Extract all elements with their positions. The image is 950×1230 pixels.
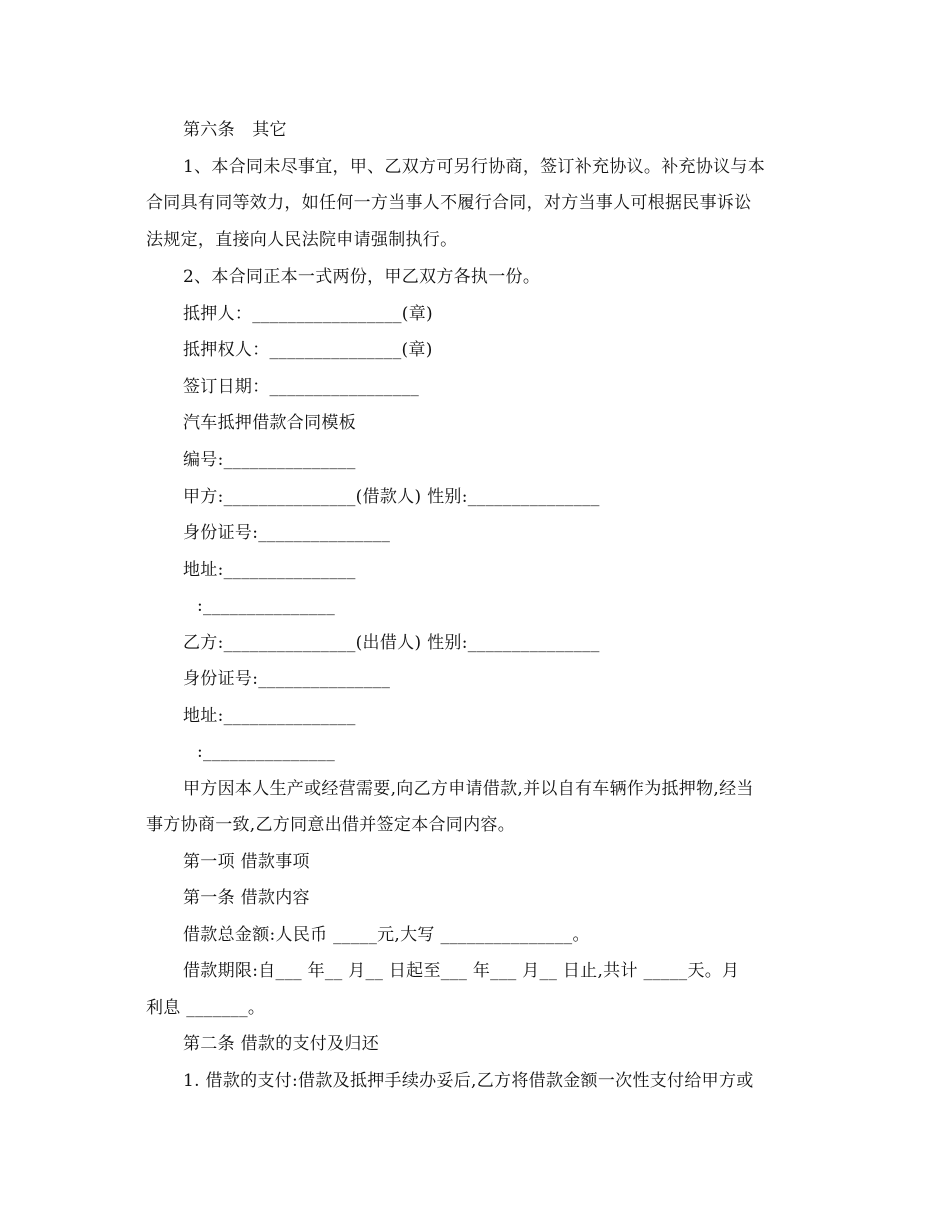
mortgagee-signature-line: 抵押权人：_______________(章) [183, 340, 433, 360]
mortgagor-signature-line: 抵押人：_________________(章) [183, 304, 433, 324]
party-b-id-line: 身份证号:_______________ [183, 669, 391, 689]
paragraph-line: 事方协商一致,乙方同意出借并签定本合同内容。 [146, 815, 516, 835]
party-a-id-line: 身份证号:_______________ [183, 523, 391, 543]
paragraph-line: 合同具有同等效力，如任何一方当事人不履行合同，对方当事人可根据民事诉讼 [146, 193, 752, 213]
section-heading: 第六条 其它 [183, 120, 287, 140]
paragraph-line: 1、本合同未尽事宜，甲、乙双方可另行协商，签订补充协议。补充协议与本 [183, 157, 766, 177]
loan-amount-line: 借款总金额:人民币 _____元,大写 _______________。 [183, 925, 590, 945]
party-a-extra-line: :_______________ [197, 596, 336, 616]
loan-term-line: 借款期限:自___ 年__ 月__ 日起至___ 年___ 月__ 日止,共计 _____天。月 [183, 961, 740, 981]
number-field-line: 编号:_______________ [183, 450, 356, 470]
template-title: 汽车抵押借款合同模板 [183, 413, 356, 433]
signing-date-line: 签订日期：_________________ [183, 377, 420, 397]
party-a-line: 甲方:_______________(借款人) 性别:_______________ [183, 487, 600, 507]
party-a-address-line: 地址:_______________ [183, 560, 356, 580]
article-heading: 第二条 借款的支付及归还 [183, 1034, 380, 1054]
paragraph-line: 法规定，直接向人民法院申请强制执行。 [146, 230, 458, 250]
party-b-line: 乙方:_______________(出借人) 性别:_______________ [183, 633, 600, 653]
article-heading: 第一条 借款内容 [183, 888, 310, 908]
paragraph-line: 甲方因本人生产或经营需要,向乙方申请借款,并以自有车辆作为抵押物,经当 [183, 779, 754, 799]
party-b-extra-line: :_______________ [197, 742, 336, 762]
party-b-address-line: 地址:_______________ [183, 706, 356, 726]
item-heading: 第一项 借款事项 [183, 852, 310, 872]
paragraph-line: 1. 借款的支付:借款及抵押手续办妥后,乙方将借款金额一次性支付给甲方或 [183, 1071, 754, 1091]
paragraph-line: 2、本合同正本一式两份，甲乙双方各执一份。 [183, 267, 541, 287]
interest-line: 利息 _______。 [146, 998, 266, 1018]
